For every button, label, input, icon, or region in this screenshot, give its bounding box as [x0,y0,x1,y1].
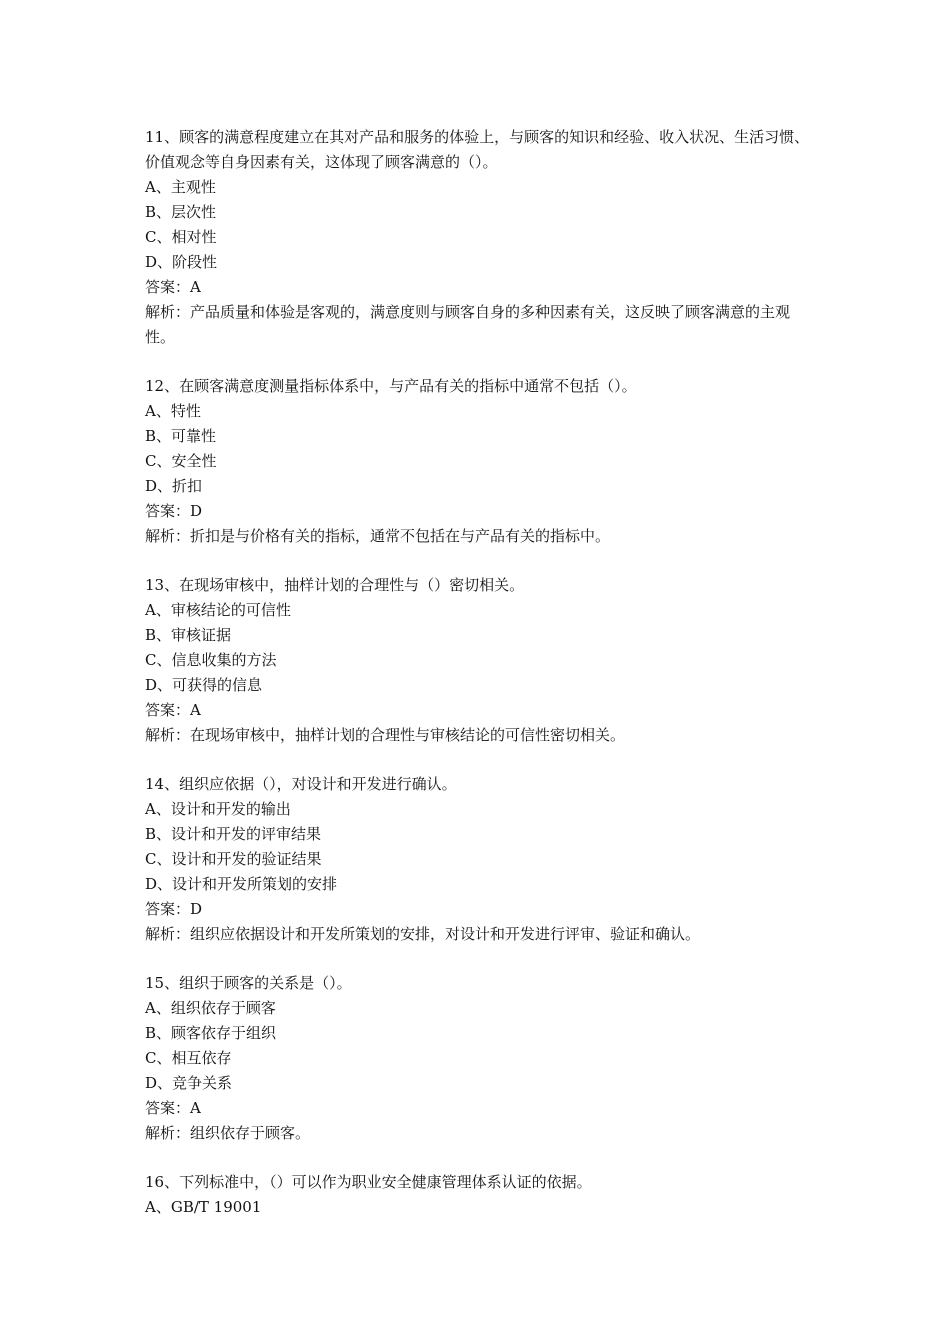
answer-line: 答案：A [145,278,201,296]
option-c: C、信息收集的方法 [145,651,277,669]
question-block-15 [145,971,815,1146]
option-c: C、安全性 [145,452,217,470]
question-stem: 13、在现场审核中，抽样计划的合理性与（）密切相关。 [145,576,525,594]
analysis-line: 解析：在现场审核中，抽样计划的合理性与审核结论的可信性密切相关。 [145,726,626,744]
option-d: D、阶段性 [145,253,218,271]
analysis-line: 解析：折扣是与价格有关的指标，通常不包括在与产品有关的指标中。 [145,527,611,545]
question-block-12 [145,374,815,549]
option-b: B、可靠性 [145,427,217,445]
answer-line: 答案：D [145,900,203,918]
question-stem: 16、下列标准中，（）可以作为职业安全健康管理体系认证的依据。 [145,1173,592,1191]
question-block-11 [145,125,815,350]
option-a: A、GB/T 19001 [145,1198,262,1216]
option-c: C、设计和开发的验证结果 [145,850,322,868]
option-a: A、审核结论的可信性 [145,601,291,619]
question-stem: 15、组织于顾客的关系是（）。 [145,974,352,992]
option-d: D、设计和开发所策划的安排 [145,875,338,893]
option-b: B、设计和开发的评审结果 [145,825,322,843]
option-a: A、特性 [145,402,201,420]
question-stem: 11、顾客的满意程度建立在其对产品和服务的体验上，与顾客的知识和经验、收入状况、生活习惯、价值观念等自身因素有关，这体现了顾客满意的（）。 [145,128,810,171]
answer-line: 答案：A [145,701,201,719]
question-block-14 [145,772,815,947]
analysis-line: 解析：组织应依据设计和开发所策划的安排，对设计和开发进行评审、验证和确认。 [145,925,701,943]
option-b: B、审核证据 [145,626,232,644]
answer-line: 答案：D [145,502,203,520]
option-d: D、折扣 [145,477,203,495]
option-d: D、可获得的信息 [145,676,263,694]
question-stem: 14、组织应依据（），对设计和开发进行确认。 [145,775,457,793]
option-b: B、层次性 [145,203,217,221]
option-a: A、组织依存于顾客 [145,999,276,1017]
option-a: A、设计和开发的输出 [145,800,291,818]
option-c: C、相互依存 [145,1049,232,1067]
option-c: C、相对性 [145,228,217,246]
option-a: A、主观性 [145,178,216,196]
question-block-16 [145,1170,815,1220]
question-stem: 12、在顾客满意度测量指标体系中，与产品有关的指标中通常不包括（）。 [145,377,637,395]
analysis-line: 解析：产品质量和体验是客观的，满意度则与顾客自身的多种因素有关，这反映了顾客满意的主观性。 [145,303,791,346]
analysis-line: 解析：组织依存于顾客。 [145,1124,311,1142]
question-block-13 [145,573,815,748]
question-list [145,125,815,1220]
option-d: D、竞争关系 [145,1074,233,1092]
option-b: B、顾客依存于组织 [145,1024,277,1042]
answer-line: 答案：A [145,1099,201,1117]
